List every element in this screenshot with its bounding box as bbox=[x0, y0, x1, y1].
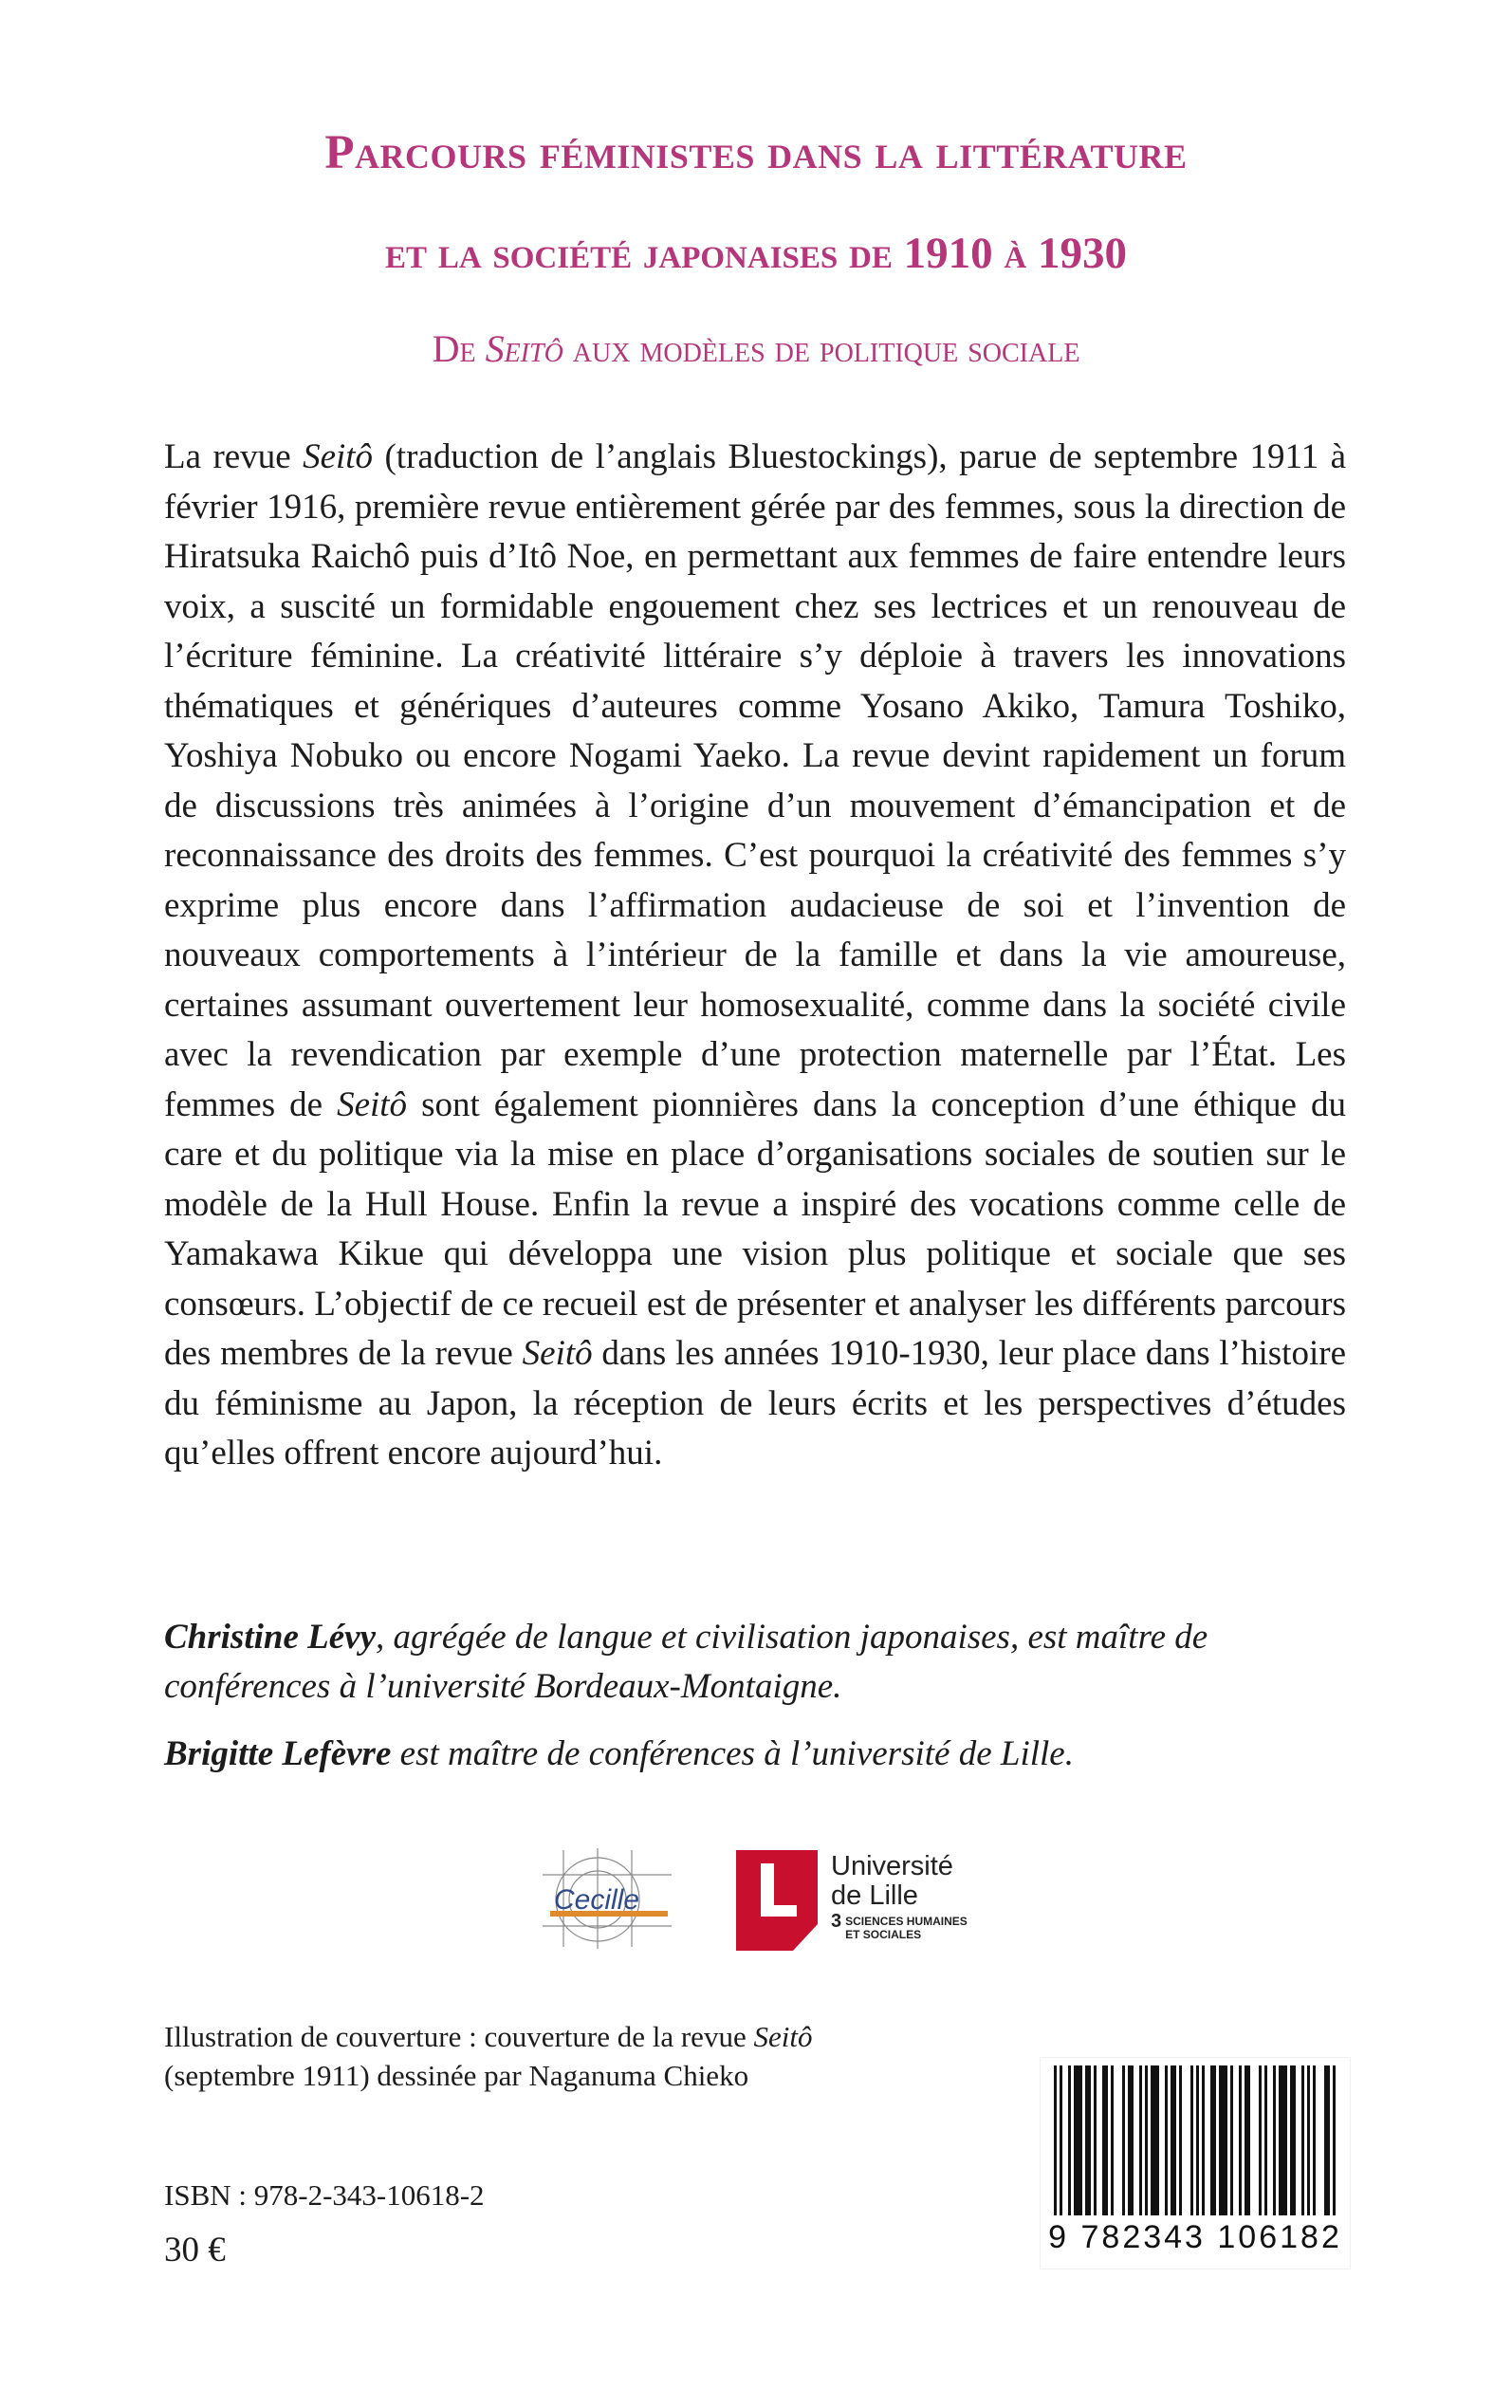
lille-number: 3 bbox=[831, 1911, 842, 1932]
author-name-2: Brigitte Lefèvre bbox=[164, 1734, 392, 1773]
barcode-bar bbox=[1122, 2065, 1125, 2215]
barcode-bar bbox=[1219, 2065, 1227, 2215]
illus-after: (septembre 1911) dessinée par Naganuma Chieko bbox=[164, 2059, 749, 2092]
subtitle-italic: Seitô bbox=[485, 327, 563, 370]
summary-italic-2: Seitô bbox=[337, 1084, 408, 1124]
summary-part-2: (traduction de l’anglais Bluestockings), parue de septembre 1911 à février 1916, première revue entièrement gérée par des femmes, sous la direction de Hiratsuka Raichô puis d’Itô Noe, en permettant aux femmes de faire entendre leurs voix, a suscité un formidable engouement chez ses lectrices et un renouveau de l’écriture féminine. La créativité littéraire s’y déploie à travers les innovations thématiques et génériques d’auteures comme Yosano Akiko, Tamura Toshiko, Yoshiya Nobuko ou encore Nogami Yaeko. La revue devint rapidement un forum de discussions très animées à l’origine d’un mouvement d’émancipation et de reconnaissance des droits des femmes. C’est pourquoi la créativité des femmes s’y exprime plus encore dans l’affirmation audacieuse de soi et l’invention de nouveaux comportements à l’intérieur de la famille et dans la vie amoureuse, certaines assumant ouvertement leur homosexualité, comme dans la société civile avec la revendication par exemple d’une protection maternelle par l’État. Les femmes de bbox=[164, 437, 1346, 1124]
barcode-bar bbox=[1264, 2065, 1267, 2215]
barcode-bar bbox=[1313, 2065, 1316, 2215]
barcode-bar bbox=[1111, 2065, 1114, 2215]
lille-line-3b: ET SOCIALES bbox=[845, 1928, 922, 1941]
barcode-bar bbox=[1171, 2065, 1176, 2215]
universite-lille-logo bbox=[736, 1850, 1040, 1951]
author-bio-2 bbox=[164, 1730, 1346, 1779]
barcode-bar bbox=[1139, 2065, 1142, 2215]
barcode-bar bbox=[1273, 2065, 1276, 2215]
title-line-2: et la société japonaises de 1910 à 1930 bbox=[385, 229, 1127, 278]
illus-before: Illustration de couverture : couverture de la revue bbox=[164, 2020, 754, 2053]
barcode-bar bbox=[1196, 2065, 1199, 2215]
barcode-bar bbox=[1102, 2065, 1108, 2215]
barcode-bar bbox=[1068, 2065, 1071, 2215]
author-text-2: est maître de conférences à l’université de Lille. bbox=[391, 1734, 1074, 1773]
lille-wordmark bbox=[831, 1852, 968, 1941]
lille-faculty bbox=[845, 1915, 968, 1941]
barcode bbox=[1040, 2057, 1351, 2269]
barcode-bars bbox=[1048, 2065, 1342, 2217]
lille-mark-icon bbox=[736, 1850, 818, 1951]
title-line-1: Parcours féministes dans la littérature bbox=[324, 126, 1188, 179]
author-text-1: , agrégée de langue et civilisation japonaises, est maître de conférences à l’université Bordeaux-Montaigne. bbox=[164, 1618, 1208, 1706]
summary-part-1: La revue bbox=[164, 437, 304, 476]
summary-italic-1: Seitô bbox=[303, 437, 374, 476]
subtitle-before: De bbox=[432, 327, 486, 370]
author-name-1: Christine Lévy bbox=[164, 1618, 377, 1657]
barcode-bar bbox=[1179, 2065, 1182, 2215]
barcode-bar bbox=[1085, 2065, 1091, 2215]
barcode-bar bbox=[1279, 2065, 1287, 2215]
barcode-bar bbox=[1128, 2065, 1134, 2215]
subtitle-after: aux modèles de politique sociale bbox=[562, 327, 1080, 370]
barcode-bar bbox=[1060, 2065, 1062, 2215]
barcode-bar bbox=[1333, 2065, 1336, 2215]
subtitle bbox=[0, 326, 1512, 371]
barcode-bar bbox=[1239, 2065, 1242, 2215]
barcode-bar bbox=[1245, 2065, 1250, 2215]
barcode-bar bbox=[1230, 2065, 1233, 2215]
barcode-bar bbox=[1145, 2065, 1148, 2215]
barcode-bar bbox=[1202, 2065, 1205, 2215]
lille-line-3a: SCIENCES HUMAINES bbox=[845, 1915, 968, 1928]
cecille-label: Cecille bbox=[554, 1884, 640, 1916]
barcode-bar bbox=[1301, 2065, 1304, 2215]
barcode-bar bbox=[1151, 2065, 1159, 2215]
summary-part-3: sont également pionnières dans la conception d’une éthique du care et du politique via la mise en place d’organisations sociales de soutien sur le modèle de la Hull House. Enfin la revue a inspiré des vocations comme celle de Yamakawa Kikue qui développa une vision plus politique et sociale que ses consœurs. L’objectif de ce recueil est de présenter et analyser les différents parcours des membres de la revue bbox=[164, 1084, 1346, 1373]
summary-part-4: dans les années 1910-1930, leur place dans l’histoire du féminisme au Japon, la réception de leurs écrits et les perspectives d’études qu’elles offrent encore aujourd’hui. bbox=[164, 1334, 1346, 1473]
author-bio-1 bbox=[164, 1613, 1346, 1712]
barcode-bar bbox=[1094, 2065, 1097, 2215]
barcode-bar bbox=[1307, 2065, 1310, 2215]
lille-line-1: Université bbox=[831, 1851, 953, 1881]
price: 30 € bbox=[164, 2231, 226, 2269]
cecille-logo bbox=[539, 1846, 681, 1951]
barcode-bar bbox=[1190, 2065, 1193, 2215]
barcode-bar bbox=[1074, 2065, 1082, 2215]
barcode-bar bbox=[1324, 2065, 1330, 2215]
isbn: ISBN : 978-2-343-10618-2 bbox=[164, 2178, 485, 2212]
illustration-credit bbox=[164, 2017, 942, 2095]
barcode-digits: 9 782343 106182 bbox=[1048, 2219, 1342, 2255]
illus-italic: Seitô bbox=[753, 2020, 813, 2053]
barcode-bar bbox=[1165, 2065, 1168, 2215]
barcode-bar bbox=[1210, 2065, 1216, 2215]
barcode-bar bbox=[1259, 2065, 1262, 2215]
barcode-bar bbox=[1054, 2065, 1057, 2215]
lille-line-3 bbox=[831, 1911, 968, 1941]
cecille-logo-mark bbox=[539, 1846, 681, 1951]
lille-line-2: de Lille bbox=[831, 1880, 918, 1911]
summary-paragraph bbox=[164, 433, 1346, 1479]
barcode-bar bbox=[1290, 2065, 1296, 2215]
summary-italic-3: Seitô bbox=[522, 1334, 593, 1373]
